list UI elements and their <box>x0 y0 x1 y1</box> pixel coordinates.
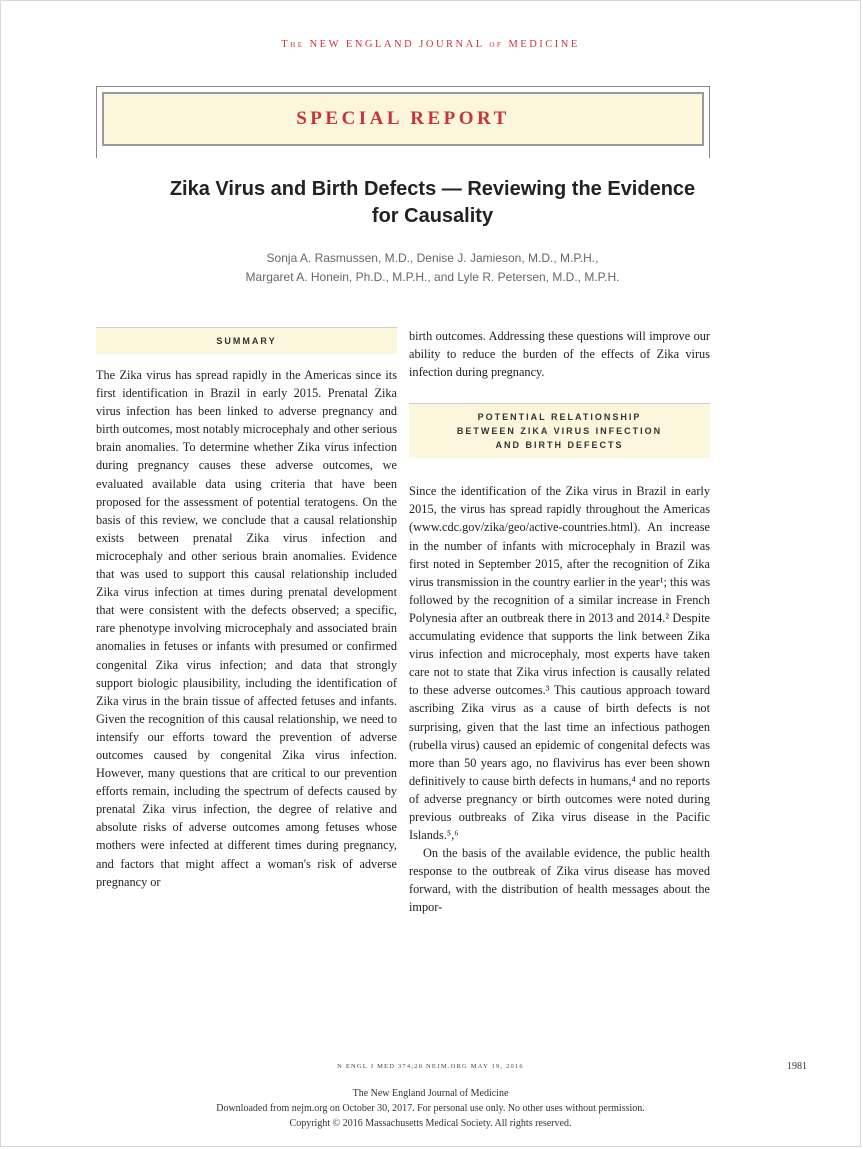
summary-paragraph: The Zika virus has spread rapidly in the Americas since its first identification in Brazil in early 2015. Prenatal Zika virus infection has been linked to adverse pregnancy and birth outcomes, most notably microcephaly and other serious brain anomalies. To determine whether Zika virus infection during pregnancy causes these adverse outcomes, we evaluated available data using criteria that have been proposed for the assessment of potential teratogens. On the basis of this review, we conclude that a causal relationship exists between prenatal Zika virus infection and microcephaly and other serious brain anomalies. Evidence that was used to support this causal relationship included Zika virus infection at times during prenatal development that were consistent with the defects observed; a specific, rare phenotype involving microcephaly and associated brain anomalies in fetuses or infants with presumed or confirmed congenital Zika virus infection; and data that strongly support biologic plausibility, including the identification of Zika virus in the brain tissue of affected fetuses and infants. Given the recognition of this causal relationship, we need to intensify our efforts toward the prevention of adverse outcomes caused by congenital Zika virus infection. However, many questions that are critical to our prevention efforts remain, including the spectrum of defects caused by prenatal Zika virus infection, the degree of relative and absolute risks of adverse outcomes among fetuses whose mothers were infected at different times during pregnancy, and factors that might affect a woman's risk of adverse pregnancy or <box>96 368 397 889</box>
authors-line-1: Sonja A. Rasmussen, M.D., Denise J. Jamieson, M.D., M.P.H., <box>266 251 599 265</box>
journal-header: The NEW ENGLAND JOURNAL of MEDICINE <box>281 39 580 50</box>
download-line-2: Downloaded from nejm.org on October 30, 2017. For personal use only. No other uses without permission. <box>216 1103 645 1114</box>
summary-heading: SUMMARY <box>96 327 397 354</box>
left-column <box>96 327 397 891</box>
section-heading-relationship <box>409 403 710 458</box>
footer-citation: N ENGL J MED 374;20 NEJM.ORG MAY 19, 2016 <box>337 1063 524 1070</box>
section-heading-line-3: AND BIRTH DEFECTS <box>495 440 624 451</box>
section-heading-line-1: POTENTIAL RELATIONSHIP <box>477 412 642 423</box>
download-line-3: Copyright © 2016 Massachusetts Medical Society. All rights reserved. <box>289 1118 572 1129</box>
author-list <box>61 249 804 287</box>
page-number: 1981 <box>787 1061 807 1072</box>
section-heading-line-2: BETWEEN ZIKA VIRUS INFECTION <box>456 426 663 437</box>
title-line-2: for Causality <box>371 205 494 227</box>
body-paragraph-1: Since the identification of the Zika virus in Brazil in early 2015, the virus has spread rapidly throughout the Americas (www.cdc.gov/zika/geo/active-countries.html). An increase in the number of infants with microcephaly in Brazil was first noted in September 2015, after the recognition of Zika virus transmission in the country earlier in the year¹; this was followed by the recognition of a similar increase in French Polynesia after an outbreak there in 2013 and 2014.² Despite accumulating evidence that supports the link between Zika virus infection and microcephaly, most experts have taken care not to state that Zika virus infection is causally related to these adverse outcomes.³ This cautious approach toward ascribing Zika virus as a cause of birth defects is not surprising, given that the last time an infectious pathogen (rubella virus) caused an epidemic of congenital defects was more than 50 years ago, no flavivirus has ever been shown definitively to cause birth defects in humans,⁴ and no reports of adverse pregnancy or birth outcomes were noted during previous outbreaks of Zika virus disease in the Pacific Islands.⁵,⁶ <box>409 484 710 843</box>
body-paragraph-2: On the basis of the available evidence, the public health response to the outbreak of Zika virus disease has moved forward, with the distribution of health messages about the impor- <box>409 846 710 915</box>
special-report-banner <box>102 92 704 146</box>
authors-line-2: Margaret A. Honein, Ph.D., M.P.H., and Lyle R. Petersen, M.D., M.P.H. <box>245 270 620 284</box>
summary-continued-paragraph: birth outcomes. Addressing these questions will improve our ability to reduce the burden of the effects of Zika virus infection during pregnancy. <box>409 329 710 380</box>
report-type-label: SPECIAL REPORT <box>296 108 510 129</box>
right-column <box>409 327 710 917</box>
download-notice <box>1 1086 860 1131</box>
download-line-1: The New England Journal of Medicine <box>352 1088 509 1099</box>
article-title <box>61 176 804 230</box>
title-line-1: Zika Virus and Birth Defects — Reviewing the Evidence <box>169 178 696 200</box>
